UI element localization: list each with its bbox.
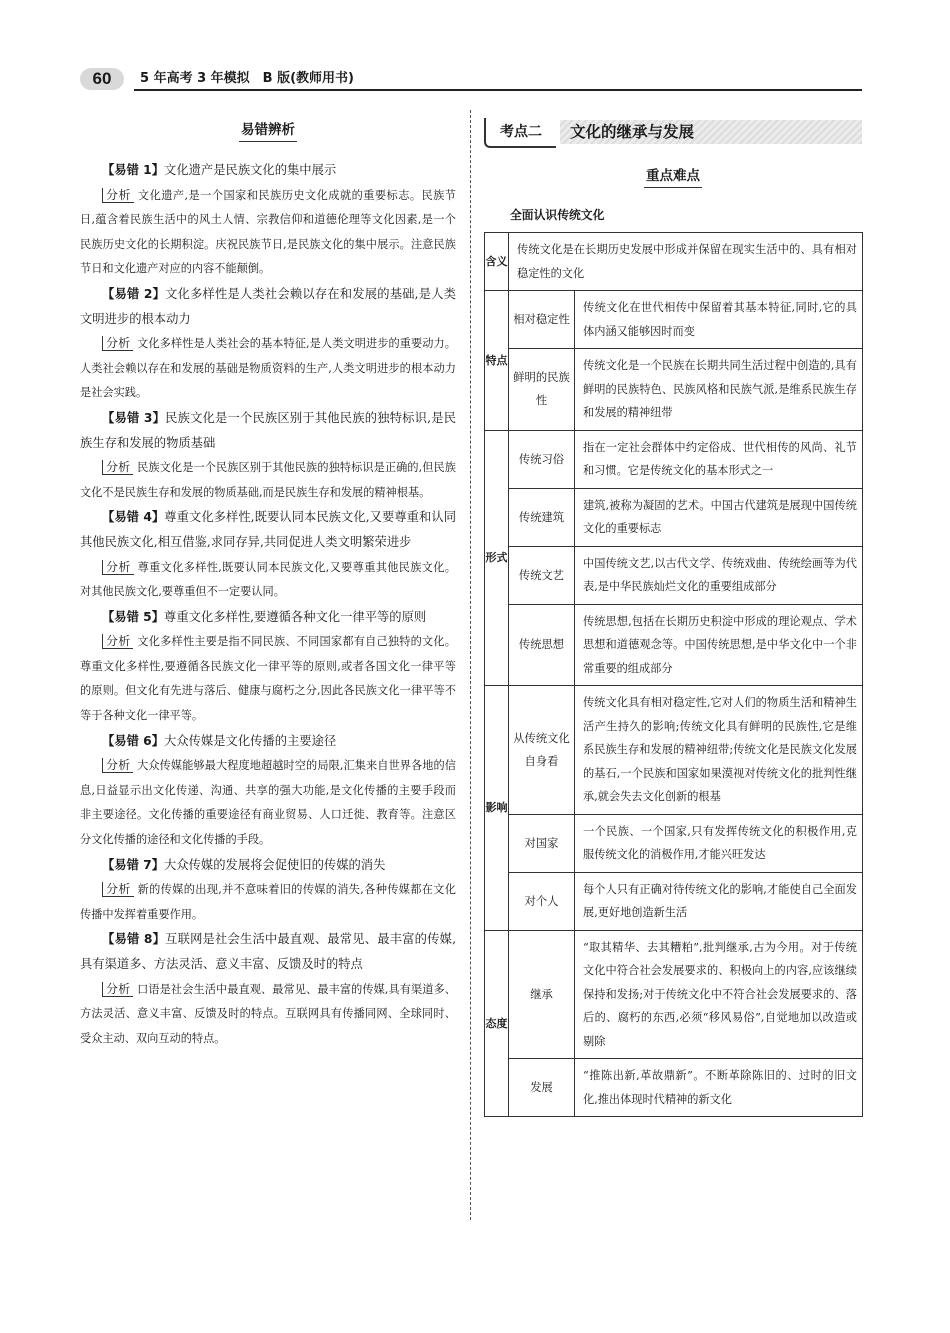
table-cell: 传统文化具有相对稳定性,它对人们的物质生活和精神生活产生持久的影响;传统文化具有鲜明的民族性,它是维系民族生存和发展的精神纽带;传统文化是民族文化发展的基石,一个民族和国家如果漠视对传统文化的批判性继承,就会失去文化创新的根基	[583, 696, 857, 803]
error-item-analysis: 分析 口语是社会生活中最直观、最常见、最丰富的传媒,具有渠道多、方法灵活、意义丰富、反馈及时的特点。互联网具有传播同网、全球同时、受众主动、双向互动的特点。	[80, 981, 456, 1045]
table-row	[509, 431, 862, 488]
analysis-tag: 分析	[102, 758, 133, 773]
error-item-analysis: 分析 大众传媒能够最大程度地超越时空的局限,汇集来自世界各地的信息,日益显示出文化传递、沟通、共享的强大功能,是文化传播的主要手段而非主要途径。文化传播的重要途径有商业贸易、人口迁徙、教育等。注意区分文化传播的途径和文化传播的手段。	[80, 758, 456, 847]
table-cell: “取其精华、去其糟粕”,批判继承,古为今用。对于传统文化中符合社会发展要求的、积极向上的内容,应该继续保持和发扬;对于传统文化中不符合社会发展要求的、落后的、腐朽的东西,必须“移风易俗”,自觉地加以改造或剔除	[583, 940, 857, 1048]
group-label: 影响	[485, 686, 509, 930]
section-title-yicuo: 易错辨析	[80, 118, 456, 142]
group-label: 特点	[485, 291, 509, 430]
error-item-analysis: 分析 尊重文化多样性,既要认同本民族文化,又要尊重其他民族文化。对其他民族文化,要尊重但不一定要认同。	[80, 559, 456, 599]
error-item-analysis: 分析 文化多样性主要是指不同民族、不同国家都有自己独特的文化。尊重文化多样性,要遵循各民族文化一律平等的原则,或者各国文化一律平等的原则。但文化有先进与落后、健康与腐朽之分,因此各民族文化一律平等不等于各种文化一律平等。	[80, 634, 456, 723]
table-cell: 传统文化是在长期历史发展中形成并保留在现实生活中的、具有相对稳定性的文化	[517, 243, 857, 280]
row-label: 对国家	[509, 815, 575, 872]
table-cell: 每个人只有正确对待传统文化的影响,才能使自己全面发展,更好地创造新生活	[583, 882, 857, 919]
row-label: 从传统文化自身看	[509, 686, 575, 814]
table-cell: 传统文化在世代相传中保留着其基本特征,同时,它的具体内涵又能够因时而变	[583, 301, 857, 338]
table-cell: 传统思想,包括在长期历史积淀中形成的理论观点、学术思想和道德观念等。中国传统思想,是中华文化中一个非常重要的组成部分	[583, 614, 857, 675]
table-row	[509, 546, 862, 604]
table-row	[509, 872, 862, 930]
table-row	[509, 1058, 862, 1116]
analysis-tag: 分析	[102, 336, 133, 351]
row-label: 发展	[509, 1059, 575, 1116]
table-row	[509, 814, 862, 872]
table-group-forms	[485, 430, 862, 686]
kaodian-bar	[484, 118, 862, 148]
table-row	[509, 348, 862, 430]
kaodian-title: 文化的继承与发展	[560, 120, 862, 144]
table-row	[509, 931, 862, 1059]
error-item-analysis: 分析 新的传媒的出现,并不意味着旧的传媒的消失,各种传媒都在文化传播中发挥着重要作用。	[80, 882, 456, 921]
error-item-analysis: 分析 文化遗产,是一个国家和民族历史文化成就的重要标志。民族节日,蕴含着民族生活中的风土人情、宗教信仰和道德伦理等文化因素,是一个民族历史文化的长期积淀。庆祝民族节日,是民族文化的集中展示。注意民族节日和文化遗产对应的内容不能颠倒。	[80, 187, 456, 276]
group-label: 形式	[485, 431, 509, 686]
book-title: 5 年高考 3 年模拟 B 版(教师用书)	[140, 71, 354, 86]
table-row	[509, 291, 862, 348]
left-column	[80, 118, 456, 1051]
group-label: 含义	[485, 233, 509, 290]
page-header	[80, 68, 862, 92]
table-group-attitude	[485, 930, 862, 1117]
row-label: 相对稳定性	[509, 291, 575, 348]
traditional-culture-table	[484, 232, 863, 1117]
row-label: 对个人	[509, 873, 575, 930]
table-cell: 中国传统文艺,以古代文学、传统戏曲、传统绘画等为代表,是中华民族灿烂文化的重要组成部分	[583, 556, 857, 593]
row-label: 继承	[509, 931, 575, 1059]
page-number: 60	[80, 68, 124, 90]
table-cell: “推陈出新,革故鼎新”。不断革除陈旧的、过时的旧文化,推出体现时代精神的新文化	[583, 1069, 857, 1106]
group-label: 态度	[485, 931, 509, 1117]
table-row	[509, 604, 862, 686]
right-column	[484, 118, 862, 1106]
error-item-statement: 【易错 8】互联网是社会生活中最直观、最常见、最丰富的传媒,具有渠道多、方法灵活、意义丰富、反馈及时的特点	[80, 932, 456, 971]
table-title: 全面认识传统文化	[510, 208, 605, 222]
error-item-statement: 【易错 6】大众传媒是文化传播的主要途径	[102, 733, 337, 748]
row-label: 传统文艺	[509, 547, 575, 604]
error-item-statement: 【易错 4】尊重文化多样性,既要认同本民族文化,又要尊重和认同其他民族文化,相互借鉴,求同存异,共同促进人类文明繁荣进步	[80, 510, 456, 549]
subsection-title: 重点难点	[484, 164, 862, 188]
kaodian-label: 考点二	[484, 118, 556, 148]
analysis-tag: 分析	[102, 634, 133, 649]
row-label: 传统习俗	[509, 431, 575, 488]
table-cell: 建筑,被称为凝固的艺术。中国古代建筑是展现中国传统文化的重要标志	[583, 498, 857, 535]
column-divider	[470, 110, 471, 1220]
row-label: 鲜明的民族性	[509, 349, 575, 430]
table-row	[509, 686, 862, 814]
table-group-influence	[485, 685, 862, 930]
error-item-analysis: 分析 民族文化是一个民族区别于其他民族的独特标识是正确的,但民族文化不是民族生存和发展的物质基础,而是民族生存和发展的精神根基。	[80, 460, 456, 499]
table-group-features	[485, 290, 862, 430]
table-cell: 传统文化是一个民族在长期共同生活过程中创造的,具有鲜明的民族特色、民族风格和民族气派,是维系民族生存和发展的精神纽带	[583, 359, 857, 419]
row-label: 传统建筑	[509, 489, 575, 546]
error-item-statement: 【易错 3】民族文化是一个民族区别于其他民族的独特标识,是民族生存和发展的物质基础	[80, 410, 456, 450]
analysis-tag: 分析	[102, 882, 134, 897]
row-label: 传统思想	[509, 605, 575, 686]
analysis-tag: 分析	[102, 188, 134, 203]
error-item-statement: 【易错 1】文化遗产是民族文化的集中展示	[102, 163, 337, 177]
table-group-definition	[485, 233, 862, 290]
table-cell: 指在一定社会群体中约定俗成、世代相传的风尚、礼节和习惯。它是传统文化的基本形式之一	[583, 440, 857, 477]
analysis-tag: 分析	[102, 982, 133, 997]
table-row	[509, 488, 862, 546]
table-cell: 一个民族、一个国家,只有发挥传统文化的积极作用,克服传统文化的消极作用,才能兴旺发达	[583, 824, 857, 861]
analysis-tag: 分析	[102, 460, 133, 475]
error-item-statement: 【易错 5】尊重文化多样性,要遵循各种文化一律平等的原则	[102, 609, 427, 624]
error-item-statement: 【易错 2】文化多样性是人类社会赖以存在和发展的基础,是人类文明进步的根本动力	[80, 286, 456, 326]
analysis-tag: 分析	[102, 560, 134, 575]
error-item-statement: 【易错 7】大众传媒的发展将会促使旧的传媒的消失	[102, 857, 386, 872]
header-rule	[134, 89, 862, 91]
error-item-analysis: 分析 文化多样性是人类社会的基本特征,是人类文明进步的重要动力。人类社会赖以存在和发展的基础是物质资料的生产,人类文明进步的根本动力是社会实践。	[80, 336, 456, 400]
